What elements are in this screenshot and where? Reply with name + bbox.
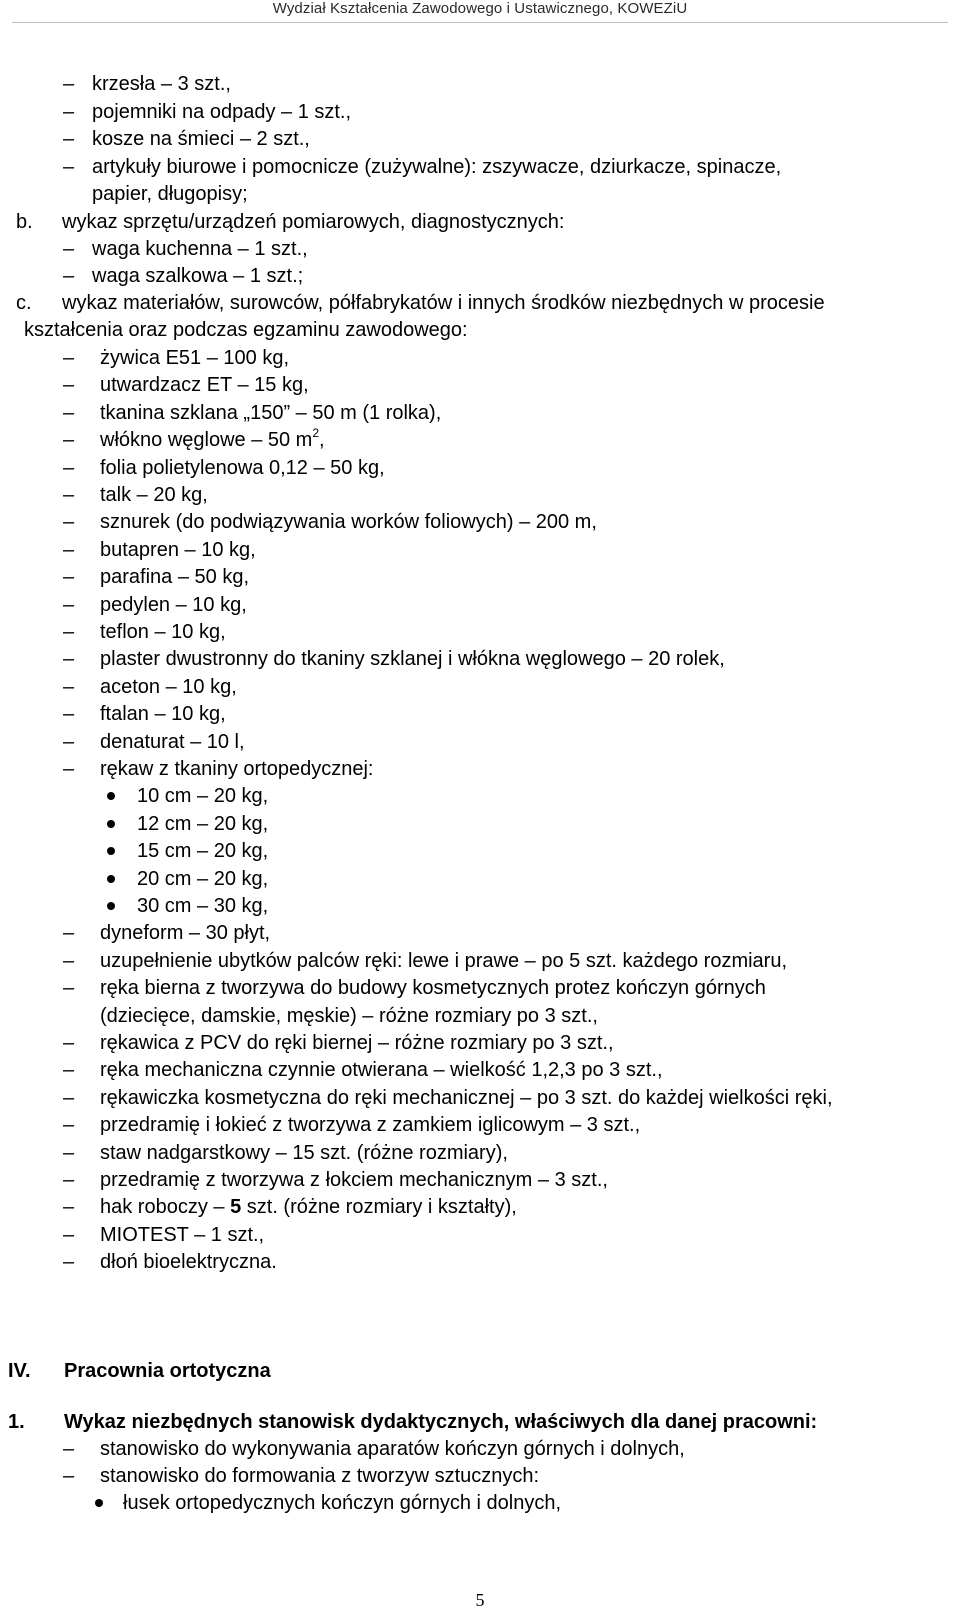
hook-bold: 5 bbox=[230, 1196, 242, 1219]
list-dash: – bbox=[63, 1223, 75, 1246]
list-dash: – bbox=[63, 949, 75, 972]
material-suffix: , bbox=[319, 429, 325, 452]
section-title: wykaz materiałów, surowców, półfabrykatów i innych środków niezbędnych w procesie bbox=[62, 292, 825, 314]
section-title: wykaz sprzętu/urządzeń pomiarowych, diagnostycznych: bbox=[62, 211, 565, 233]
material-item: parafina – 50 kg, bbox=[100, 566, 249, 589]
section-title-continuation: kształcenia oraz podczas egzaminu zawodowego: bbox=[24, 319, 468, 341]
page-header: Wydział Kształcenia Zawodowego i Ustawicznego, KOWEZiU bbox=[272, 0, 688, 17]
sleeve-size-item: 10 cm – 20 kg, bbox=[137, 785, 269, 808]
list-bullet bbox=[107, 847, 115, 855]
subsection-heading: Wykaz niezbędnych stanowisk dydaktycznych, właściwych dla danej pracowni: bbox=[64, 1411, 818, 1433]
material-item: ręka bierna z tworzywa do budowy kosmetycznych protez kończyn górnych bbox=[100, 977, 766, 1000]
list-dash: – bbox=[63, 429, 75, 452]
list-dash: – bbox=[63, 156, 75, 178]
list-dash: – bbox=[63, 538, 75, 561]
list-bullet bbox=[107, 902, 115, 910]
page-number: 5 bbox=[475, 1590, 485, 1610]
list-dash: – bbox=[63, 621, 75, 643]
material-item: butapren – 10 kg, bbox=[100, 538, 256, 561]
list-dash: – bbox=[63, 128, 75, 150]
material-item: talk – 20 kg, bbox=[100, 484, 208, 506]
list-dash: – bbox=[63, 238, 75, 260]
material-item: sznurek (do podwiązywania worków foliowych) – 200 m, bbox=[100, 511, 597, 534]
material-item: rękaw z tkaniny ortopedycznej: bbox=[100, 758, 374, 780]
list-dash: – bbox=[63, 484, 75, 506]
material-item: tkanina szklana „150” – 50 m (1 rolka), bbox=[100, 401, 442, 424]
list-dash: – bbox=[63, 265, 75, 287]
material-item: pedylen – 10 kg, bbox=[100, 593, 247, 616]
list-dash: – bbox=[63, 401, 75, 424]
list-item: waga szalkowa – 1 szt.; bbox=[92, 265, 304, 287]
material-item: żywica E51 – 100 kg, bbox=[100, 347, 289, 369]
list-dash: – bbox=[63, 1032, 75, 1054]
list-bullet bbox=[107, 820, 115, 828]
material-item: utwardzacz ET – 15 kg, bbox=[100, 374, 309, 397]
material-item bbox=[100, 1195, 517, 1219]
list-dash: – bbox=[63, 1251, 75, 1274]
list-dash: – bbox=[63, 758, 75, 780]
section-marker: c. bbox=[16, 292, 32, 314]
material-item: przedramię i łokieć z tworzywa z zamkiem iglicowym – 3 szt., bbox=[100, 1114, 641, 1137]
material-item bbox=[100, 425, 325, 452]
section-heading: Pracownia ortotyczna bbox=[64, 1360, 271, 1382]
material-item: MIOTEST – 1 szt., bbox=[100, 1223, 265, 1246]
list-dash: – bbox=[63, 1465, 75, 1487]
list-dash: – bbox=[63, 566, 75, 589]
list-dash: – bbox=[63, 703, 75, 726]
sleeve-size-item: 12 cm – 20 kg, bbox=[137, 812, 269, 835]
list-dash: – bbox=[63, 730, 75, 753]
material-item-continuation: (dziecięce, damskie, męskie) – różne rozmiary po 3 szt., bbox=[100, 1004, 598, 1027]
material-item: uzupełnienie ubytków palców ręki: lewe i prawe – po 5 szt. każdego rozmiaru, bbox=[100, 949, 788, 972]
hook-suffix: szt. (różne rozmiary i kształty), bbox=[241, 1196, 517, 1219]
list-dash: – bbox=[63, 977, 75, 1000]
material-item: ftalan – 10 kg, bbox=[100, 703, 226, 726]
sleeve-size-item: 30 cm – 30 kg, bbox=[137, 895, 269, 917]
list-dash: – bbox=[63, 675, 75, 698]
material-item: przedramię z tworzywa z łokciem mechanicznym – 3 szt., bbox=[100, 1169, 608, 1191]
sleeve-size-item: 20 cm – 20 kg, bbox=[137, 867, 269, 890]
list-bullet bbox=[107, 792, 115, 800]
material-item: staw nadgarstkowy – 15 szt. (różne rozmiary), bbox=[100, 1141, 508, 1164]
list-dash: – bbox=[63, 1086, 75, 1109]
material-item: plaster dwustronny do tkaniny szklanej i włókna węglowego – 20 rolek, bbox=[100, 648, 725, 671]
material-item: denaturat – 10 l, bbox=[100, 730, 245, 753]
list-bullet bbox=[95, 1499, 103, 1507]
list-item: waga kuchenna – 1 szt., bbox=[92, 238, 308, 260]
list-item-continuation: papier, długopisy; bbox=[92, 183, 248, 205]
list-dash: – bbox=[63, 1059, 75, 1082]
list-item: pojemniki na odpady – 1 szt., bbox=[92, 101, 352, 123]
list-item: krzesła – 3 szt., bbox=[92, 73, 231, 95]
material-item: aceton – 10 kg, bbox=[100, 675, 237, 698]
section-marker: IV. bbox=[8, 1360, 31, 1382]
station-item: stanowisko do formowania z tworzyw sztucznych: bbox=[100, 1465, 540, 1487]
subsection-marker: 1. bbox=[8, 1411, 25, 1433]
list-dash: – bbox=[63, 511, 75, 534]
station-bullet-item: łusek ortopedycznych kończyn górnych i dolnych, bbox=[123, 1492, 562, 1514]
hook-prefix: hak roboczy – bbox=[100, 1196, 231, 1219]
material-item: folia polietylenowa 0,12 – 50 kg, bbox=[100, 456, 385, 479]
material-item: rękawiczka kosmetyczna do ręki mechanicznej – po 3 szt. do każdej wielkości ręki, bbox=[100, 1086, 833, 1109]
material-item: teflon – 10 kg, bbox=[100, 621, 226, 643]
list-dash: – bbox=[63, 1438, 75, 1460]
material-text: włókno węglowe – 50 m bbox=[100, 429, 313, 452]
list-bullet bbox=[107, 875, 115, 883]
list-dash: – bbox=[63, 1196, 75, 1219]
list-dash: – bbox=[63, 101, 75, 123]
material-item: ręka mechaniczna czynnie otwierana – wielkość 1,2,3 po 3 szt., bbox=[100, 1059, 663, 1082]
material-item: rękawica z PCV do ręki biernej – różne rozmiary po 3 szt., bbox=[100, 1032, 614, 1054]
list-dash: – bbox=[63, 593, 75, 616]
sleeve-size-item: 15 cm – 20 kg, bbox=[137, 840, 269, 863]
list-dash: – bbox=[63, 347, 75, 369]
list-item: kosze na śmieci – 2 szt., bbox=[92, 128, 310, 150]
list-item: artykuły biurowe i pomocnicze (zużywalne): zszywacze, dziurkacze, spinacze, bbox=[92, 156, 782, 178]
material-item: dyneform – 30 płyt, bbox=[100, 922, 271, 945]
header-divider bbox=[12, 22, 948, 23]
section-marker: b. bbox=[16, 211, 33, 233]
list-dash: – bbox=[63, 456, 75, 479]
list-dash: – bbox=[63, 1141, 75, 1164]
list-dash: – bbox=[63, 922, 75, 945]
list-dash: – bbox=[63, 374, 75, 397]
list-dash: – bbox=[63, 1114, 75, 1137]
superscript: 2 bbox=[312, 425, 320, 440]
list-dash: – bbox=[63, 1169, 75, 1191]
material-item: dłoń bioelektryczna. bbox=[100, 1251, 277, 1274]
list-dash: – bbox=[63, 648, 75, 671]
list-dash: – bbox=[63, 73, 75, 95]
station-item: stanowisko do wykonywania aparatów kończyn górnych i dolnych, bbox=[100, 1438, 685, 1460]
